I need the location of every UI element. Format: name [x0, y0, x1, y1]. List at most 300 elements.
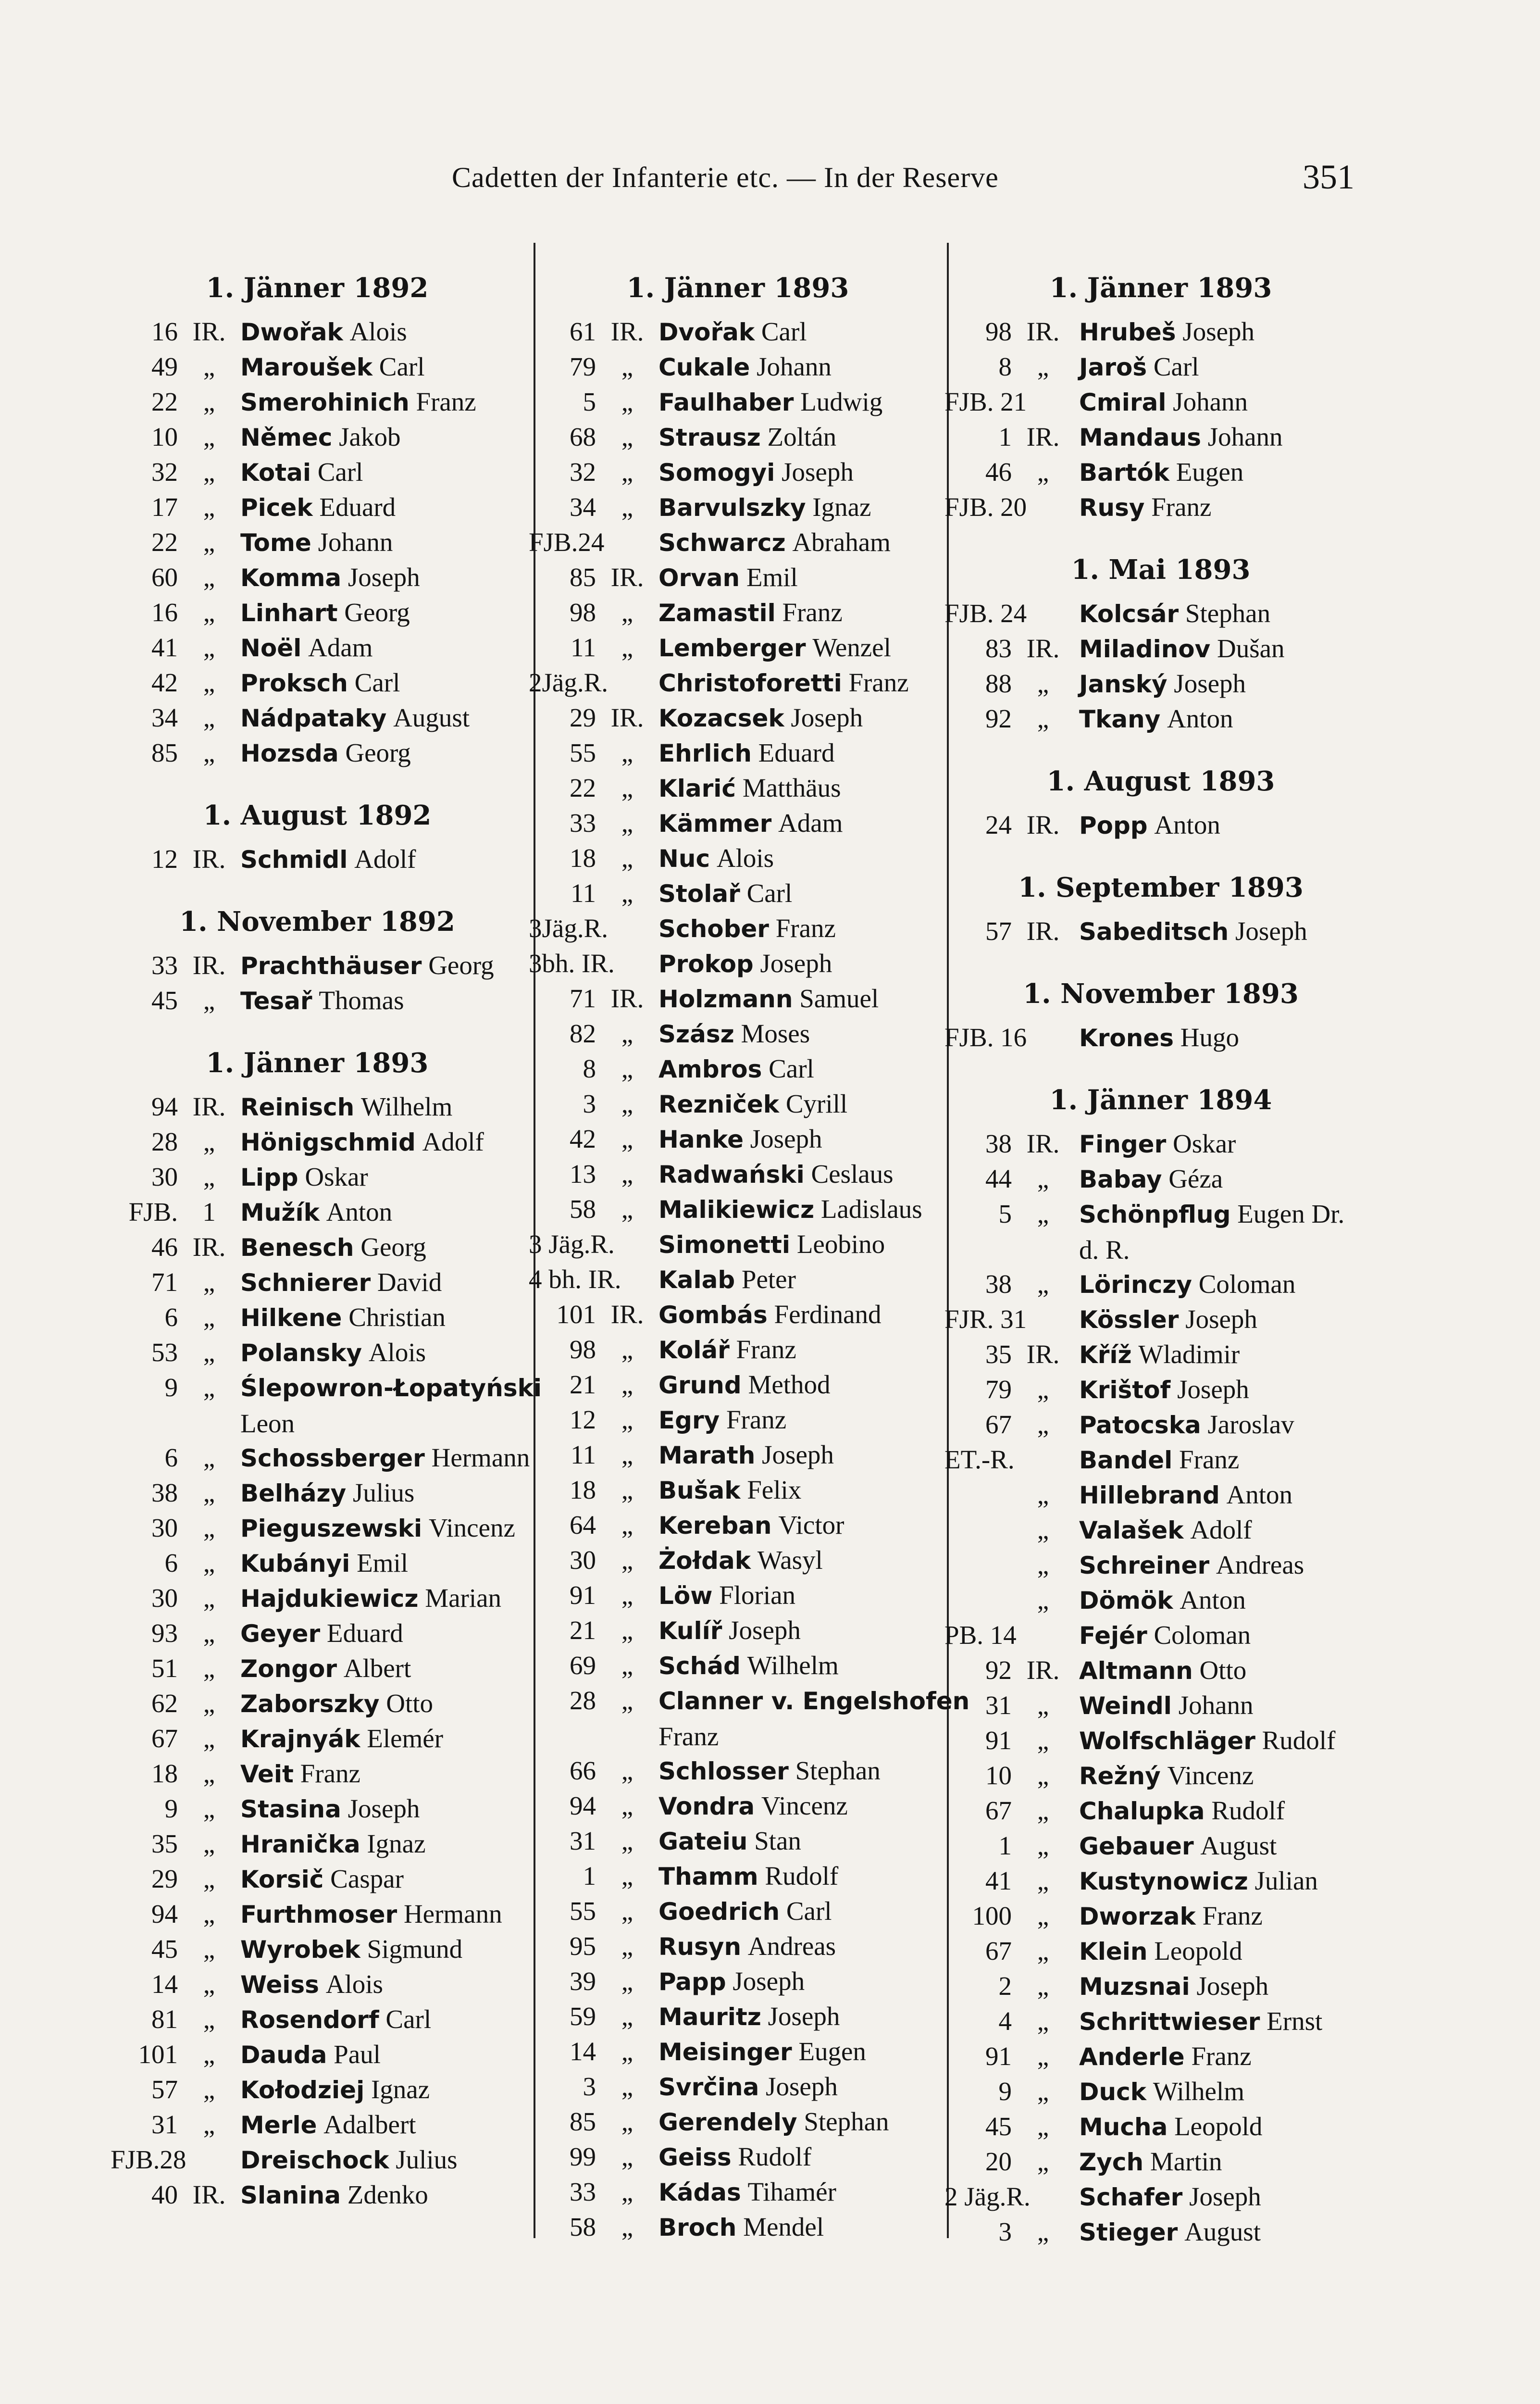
regiment-number: 3Jäg.R. [529, 914, 608, 943]
section-heading: 1. Jänner 1893 [1049, 272, 1272, 304]
person-name [240, 1826, 426, 1862]
given-name: Stephan [804, 2107, 889, 2136]
list-item [529, 1648, 947, 1683]
surname: Geiss [658, 2143, 732, 2171]
list-item [529, 1578, 947, 1613]
person-name [1079, 2144, 1222, 2180]
person-name [1079, 1196, 1344, 1267]
unit-abbrev: „ [621, 1896, 633, 1926]
surname: Schönpflug [1079, 1201, 1231, 1228]
regiment-number: 18 [570, 1475, 596, 1504]
person-name [658, 2104, 889, 2140]
given-name: Anton [1154, 810, 1220, 839]
given-name: Coloman [1198, 1269, 1296, 1299]
list-item [111, 665, 524, 700]
unit-abbrev: „ [621, 1440, 633, 1469]
list-item [529, 1191, 947, 1227]
section-heading: 1. November 1893 [1023, 978, 1299, 1010]
surname: Merle [240, 2111, 317, 2139]
person-name [1079, 1372, 1249, 1408]
surname: Hrubeš [1079, 318, 1176, 346]
given-name: Elemér [367, 1724, 444, 1753]
person-name [1079, 1161, 1223, 1197]
regiment-number: 1 [583, 1861, 596, 1891]
unit-abbrev: „ [203, 1794, 215, 1823]
surname: Rosendorf [240, 2006, 379, 2034]
unit-abbrev: „ [621, 633, 633, 662]
list-item [529, 384, 947, 419]
regiment-number: 53 [151, 1338, 178, 1367]
unit-abbrev: „ [203, 2075, 215, 2104]
surname: Kozacsek [658, 704, 784, 732]
given-name: Johann [757, 352, 832, 381]
surname: Bandel [1079, 1446, 1173, 1474]
list-item [529, 1227, 947, 1262]
unit-abbrev: „ [203, 1689, 215, 1718]
given-name: Ferdinand [774, 1300, 882, 1329]
surname: Mauritz [658, 2003, 761, 2031]
section-heading: 1. Jänner 1893 [206, 1047, 429, 1079]
person-name [240, 1300, 446, 1336]
regiment-number: 38 [151, 1478, 178, 1507]
unit-abbrev: „ [1037, 1901, 1049, 1930]
unit-abbrev: „ [621, 808, 633, 838]
surname: Kotai [240, 459, 311, 487]
surname: Linhart [240, 599, 338, 627]
list-item [944, 596, 1377, 631]
unit-abbrev: IR. [1026, 317, 1060, 346]
person-name [240, 1440, 530, 1476]
regiment-number: 3 [583, 1089, 596, 1118]
unit-abbrev: IR. [1026, 1129, 1060, 1158]
given-name: Ernst [1267, 2006, 1323, 2036]
given-name: Wladimir [1138, 1340, 1240, 1369]
surname: Benesch [240, 1234, 354, 1262]
section-heading: 1. August 1893 [1046, 765, 1275, 797]
surname: Veit [240, 1760, 294, 1788]
surname: Schlosser [658, 1757, 789, 1785]
person-name [1079, 1688, 1254, 1724]
surname: Popp [1079, 812, 1148, 839]
unit-abbrev: „ [1037, 1515, 1049, 1544]
list-item [529, 1332, 947, 1367]
person-name [240, 1229, 426, 1265]
surname: Rezniček [658, 1090, 780, 1118]
person-name [240, 1861, 404, 1897]
surname: Lipp [240, 1164, 298, 1191]
given-name: Anton [1180, 1585, 1246, 1615]
list-item [111, 1861, 524, 1896]
regiment-number: 30 [151, 1162, 178, 1191]
unit-abbrev: „ [621, 878, 633, 908]
regiment-number: 82 [570, 1019, 596, 1048]
unit-abbrev: „ [1037, 1796, 1049, 1825]
person-name [240, 2002, 431, 2038]
surname: Reinisch [240, 1093, 355, 1121]
unit-abbrev: „ [203, 1899, 215, 1928]
given-name: Franz [1179, 1445, 1240, 1474]
surname: Lemberger [658, 634, 806, 662]
list-item [529, 911, 947, 946]
regiment-number: FJB.24 [529, 527, 605, 557]
list-item [944, 1407, 1377, 1442]
surname: Wolfschläger [1079, 1727, 1255, 1755]
regiment-number: 2 [998, 1971, 1012, 2001]
person-name [240, 1721, 443, 1757]
regiment-number: 46 [151, 1232, 178, 1262]
person-name [240, 841, 416, 877]
surname: Sabeditsch [1079, 918, 1229, 946]
list-item [111, 700, 524, 735]
person-name [240, 1756, 360, 1792]
given-name: Joseph [1174, 669, 1246, 698]
regiment-number: 67 [985, 1410, 1012, 1439]
list-item [944, 1266, 1377, 1302]
surname: Babay [1079, 1165, 1162, 1193]
list-item [111, 314, 524, 349]
given-name: Carl [354, 668, 400, 697]
surname: Schossberger [240, 1444, 425, 1472]
regiment-number: 11 [571, 633, 596, 662]
given-name: Joseph [348, 1794, 420, 1823]
unit-abbrev: „ [621, 2072, 633, 2101]
unit-abbrev: „ [621, 1124, 633, 1153]
given-name: Joseph [1177, 1375, 1249, 1404]
section-gap [111, 1018, 524, 1037]
list-item [111, 1931, 524, 1966]
list-item [111, 525, 524, 560]
given-name: Franz [775, 914, 836, 943]
list-item [529, 700, 947, 735]
regiment-number: FJB.28 [111, 2145, 186, 2174]
list-item [529, 1858, 947, 1893]
unit-abbrev: „ [1037, 2077, 1049, 2106]
list-item [944, 2179, 1377, 2214]
unit-abbrev: „ [621, 1159, 633, 1189]
given-name: Franz [726, 1405, 787, 1434]
unit-abbrev: „ [203, 1934, 215, 1964]
unit-abbrev: „ [1037, 457, 1049, 487]
regiment-number: 33 [570, 2177, 596, 2206]
person-name [658, 1262, 796, 1298]
list-item [111, 1966, 524, 2002]
list-item [529, 1683, 970, 1753]
given-name: Vincenz [761, 1791, 848, 1820]
regiment-number: FJB. 21 [944, 387, 1027, 416]
person-name [1079, 1653, 1246, 1689]
regiment-number: 94 [570, 1791, 596, 1820]
person-name [658, 1402, 786, 1438]
regiment-number: 30 [151, 1513, 178, 1542]
regiment-number: 35 [985, 1340, 1012, 1369]
unit-abbrev: „ [1037, 1971, 1049, 2001]
surname: Gombás [658, 1301, 768, 1329]
name-continuation: Franz [658, 1722, 719, 1751]
given-name: Albert [343, 1653, 411, 1683]
unit-abbrev: „ [621, 1194, 633, 1224]
surname: Stasina [240, 1795, 341, 1823]
unit-abbrev: „ [1037, 669, 1049, 698]
list-item [111, 1791, 524, 1826]
surname: Zaborszky [240, 1690, 380, 1718]
regiment-number: 17 [151, 492, 178, 522]
given-name: Christian [348, 1302, 446, 1332]
list-item [529, 1613, 947, 1648]
regiment-number: 3 [583, 2072, 596, 2101]
surname: Krones [1079, 1024, 1174, 1052]
list-item [111, 2002, 524, 2037]
surname: Schmidl [240, 846, 348, 874]
surname: Prokop [658, 950, 754, 978]
given-name: Alois [349, 317, 407, 346]
given-name: Adalbert [323, 2110, 416, 2139]
surname: Cmiral [1079, 388, 1167, 416]
regiment-number: 14 [151, 1969, 178, 1999]
surname: Stieger [1079, 2218, 1178, 2246]
list-item [111, 384, 524, 419]
list-item [944, 1302, 1377, 1337]
list-item [944, 1442, 1377, 1477]
unit-abbrev: „ [203, 668, 215, 697]
regiment-number: 4 [998, 2006, 1012, 2036]
unit-abbrev: „ [621, 1966, 633, 1996]
surname: Szász [658, 1020, 734, 1048]
list-item [529, 1472, 947, 1507]
given-name: Joseph [348, 563, 420, 592]
given-name: Samuel [799, 984, 879, 1013]
person-name [658, 1542, 823, 1578]
given-name: Mendel [743, 2212, 824, 2241]
regiment-number: 12 [151, 844, 178, 874]
given-name: Otto [386, 1689, 434, 1718]
surname: Schafer [1079, 2183, 1183, 2211]
list-item [111, 454, 524, 489]
person-name [240, 1335, 426, 1371]
regiment-number: 30 [570, 1545, 596, 1575]
list-item [111, 1335, 524, 1370]
regiment-number: 85 [570, 2107, 596, 2136]
unit-abbrev: „ [1037, 704, 1049, 733]
list-item [111, 1440, 530, 1475]
regiment-number: ET.-R. [944, 1445, 1015, 1474]
given-name: Jaroslav [1207, 1410, 1294, 1439]
unit-abbrev: „ [1037, 352, 1049, 381]
surname: Mucha [1079, 2113, 1168, 2141]
surname: Dauda [240, 2041, 327, 2069]
column-3 [944, 262, 1377, 2268]
section-heading: 1. August 1892 [203, 800, 432, 831]
unit-abbrev: „ [621, 2142, 633, 2171]
regiment-number: 18 [570, 843, 596, 873]
surname: Krištof [1079, 1376, 1171, 1404]
given-name: Leobino [796, 1229, 885, 1259]
given-name: Johann [1178, 1690, 1254, 1720]
list-item [944, 454, 1377, 489]
surname: Lörinczy [1079, 1271, 1192, 1299]
regiment-number: 3 Jäg.R. [529, 1229, 615, 1259]
person-name [240, 1475, 414, 1511]
given-name: Carl [317, 457, 363, 487]
surname: Rusy [1079, 494, 1145, 522]
person-name [240, 419, 400, 455]
person-name [658, 665, 909, 701]
surname: Slanina [240, 2181, 341, 2209]
unit-abbrev: „ [203, 633, 215, 662]
surname: Barvulszky [658, 494, 806, 522]
regiment-number: 9 [164, 1373, 178, 1402]
surname: Rusyn [658, 1933, 742, 1961]
person-name [658, 876, 792, 912]
regiment-number: 5 [998, 1199, 1012, 1228]
person-name [1079, 701, 1233, 737]
given-name: Marian [425, 1583, 502, 1613]
list-item [944, 1547, 1377, 1582]
surname: Żołdak [658, 1547, 751, 1575]
list-item [944, 2109, 1377, 2144]
regiment-number: 18 [151, 1759, 178, 1788]
section-gap [944, 949, 1377, 968]
person-name [240, 1896, 502, 1932]
given-name: Joseph [762, 1440, 834, 1469]
list-item [111, 1615, 524, 1651]
regiment-number: 38 [985, 1129, 1012, 1158]
date-section [944, 544, 1377, 755]
surname: Proksch [240, 669, 348, 697]
surname: Furthmoser [240, 1901, 397, 1928]
list-item [529, 735, 947, 770]
list-item [944, 314, 1377, 349]
section-gap [944, 1055, 1377, 1074]
unit-abbrev: IR. [1026, 916, 1060, 946]
unit-abbrev: „ [1037, 1269, 1049, 1299]
surname: Picek [240, 494, 313, 522]
person-name [1079, 1582, 1246, 1618]
unit-abbrev: „ [621, 1615, 633, 1645]
regiment-number: 24 [985, 810, 1012, 839]
person-name [1079, 2074, 1244, 2110]
regiment-number: 38 [985, 1269, 1012, 1299]
person-name [1079, 2003, 1322, 2040]
unit-abbrev: „ [621, 1054, 633, 1083]
date-section [944, 862, 1377, 968]
list-item [529, 1437, 947, 1472]
unit-abbrev: „ [621, 1826, 633, 1855]
regiment-number: 30 [151, 1583, 178, 1613]
list-item [944, 1793, 1377, 1828]
list-item [944, 1196, 1377, 1266]
regiment-number: 91 [985, 1726, 1012, 1755]
given-name: Joseph [1185, 1304, 1257, 1334]
surname: Schád [658, 1652, 741, 1680]
person-name [658, 1858, 838, 1894]
list-item [529, 1262, 947, 1297]
unit-abbrev: IR. [610, 984, 644, 1013]
list-item [111, 2107, 524, 2142]
person-name [240, 948, 494, 984]
given-name: Ceslaus [811, 1159, 894, 1189]
regiment-number: 61 [570, 317, 596, 346]
regiment-number: 3 [998, 2217, 1012, 2246]
surname: Chalupka [1079, 1797, 1205, 1825]
unit-abbrev: „ [621, 352, 633, 381]
surname: Duck [1079, 2078, 1146, 2106]
regiment-number: 6 [164, 1302, 178, 1332]
person-name [658, 1051, 814, 1087]
given-name: Franz [1151, 492, 1212, 522]
person-name [1079, 314, 1254, 350]
person-name [1079, 596, 1270, 632]
unit-abbrev: „ [1037, 1726, 1049, 1755]
regiment-number: 58 [570, 2212, 596, 2241]
list-item [529, 665, 947, 700]
surname: Prachthäuser [240, 952, 422, 980]
list-item [111, 1826, 524, 1861]
unit-abbrev: „ [203, 1864, 215, 1893]
surname: Dworzak [1079, 1903, 1196, 1930]
given-name: Joseph [768, 2002, 840, 2031]
unit-abbrev: „ [621, 738, 633, 767]
list-item [944, 807, 1377, 842]
list-item [944, 1020, 1377, 1055]
regiment-number: 42 [570, 1124, 596, 1153]
list-item [944, 419, 1377, 454]
given-name: Johann [1207, 422, 1283, 451]
surname: Mandaus [1079, 424, 1201, 451]
regiment-number: 8 [583, 1054, 596, 1083]
list-item [944, 2074, 1377, 2109]
list-item [111, 1194, 524, 1229]
given-name: Joseph [791, 703, 863, 732]
regiment-number: FJB. 24 [944, 599, 1027, 628]
regiment-number: 66 [570, 1756, 596, 1785]
given-name: Julian [1254, 1866, 1318, 1895]
given-name: Anton [1226, 1480, 1292, 1509]
regiment-number: 55 [570, 738, 596, 767]
unit-abbrev: „ [621, 387, 633, 416]
list-item [529, 489, 947, 525]
unit-abbrev: IR. [1026, 422, 1060, 451]
given-name: David [377, 1267, 442, 1297]
person-name [1079, 1126, 1236, 1162]
person-name [658, 1578, 795, 1614]
surname: Schober [658, 915, 769, 943]
surname: Klarić [658, 775, 736, 802]
regiment-number: 98 [570, 598, 596, 627]
unit-abbrev: „ [1037, 2041, 1049, 2071]
given-name: Johann [1173, 387, 1248, 416]
regiment-number: 58 [570, 1194, 596, 1224]
given-name: Martin [1150, 2147, 1222, 2176]
given-name: Georg [345, 738, 411, 767]
regiment-number: 57 [985, 916, 1012, 946]
regiment-number: 99 [570, 2142, 596, 2171]
person-name [1079, 1758, 1254, 1794]
regiment-number: 98 [985, 317, 1012, 346]
unit-abbrev: „ [1037, 1199, 1049, 1228]
section-heading: 1. Mai 1893 [1071, 554, 1251, 586]
regiment-number: 45 [151, 1934, 178, 1964]
person-name [658, 1507, 844, 1543]
given-name: Oskar [1173, 1129, 1236, 1158]
given-name: Wilhelm [747, 1651, 839, 1680]
surname: Nádpataky [240, 704, 387, 732]
person-name [240, 314, 407, 350]
person-name [658, 805, 843, 841]
regiment-number: 22 [151, 387, 178, 416]
date-section [111, 262, 524, 789]
regiment-number: 83 [985, 634, 1012, 663]
regiment-number: 79 [985, 1375, 1012, 1404]
